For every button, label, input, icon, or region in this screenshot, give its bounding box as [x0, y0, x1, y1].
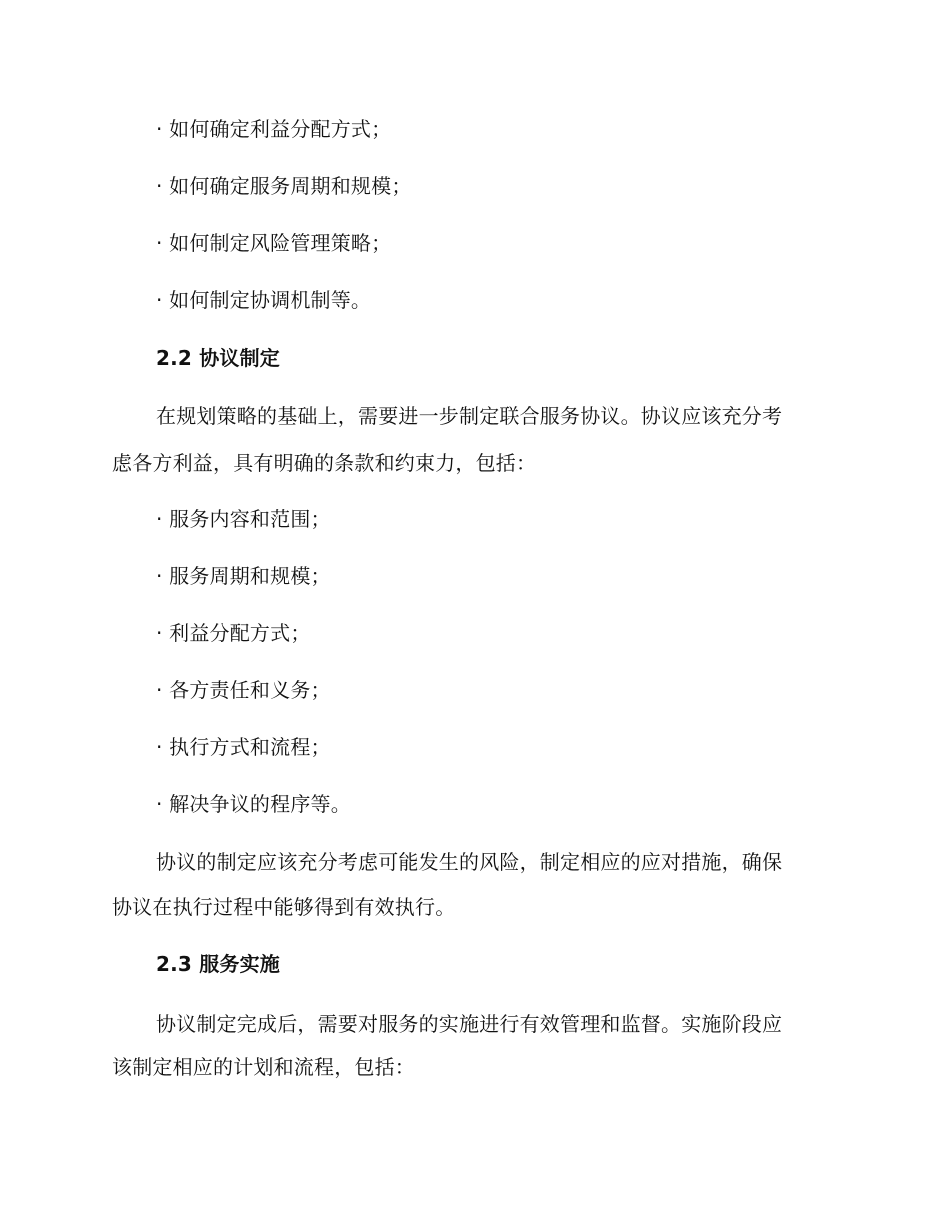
paragraph-line: 协议制定完成后，需要对服务的实施进行有效管理和监督。实施阶段应: [156, 1012, 783, 1036]
list-item: · 利益分配方式；: [156, 621, 311, 645]
list-item: · 服务内容和范围；: [156, 507, 331, 531]
paragraph-line: 虑各方利益，具有明确的条款和约束力，包括：: [112, 451, 537, 475]
list-item: · 如何确定服务周期和规模；: [156, 174, 412, 198]
list-item: · 执行方式和流程；: [156, 735, 331, 759]
list-item: · 如何制定协调机制等。: [156, 288, 372, 312]
paragraph-line: 该制定相应的计划和流程，包括：: [112, 1055, 415, 1079]
section-heading-2-3: 2.3 服务实施: [156, 952, 280, 976]
list-item: · 解决争议的程序等。: [156, 792, 351, 816]
paragraph-line: 协议的制定应该充分考虑可能发生的风险，制定相应的应对措施，确保: [156, 850, 783, 874]
list-item: · 如何确定利益分配方式；: [156, 117, 392, 141]
section-heading-2-2: 2.2 协议制定: [156, 346, 280, 370]
paragraph-line: 协议在执行过程中能够得到有效执行。: [112, 895, 456, 919]
list-item: · 服务周期和规模；: [156, 564, 331, 588]
list-item: · 各方责任和义务；: [156, 678, 331, 702]
list-item: · 如何制定风险管理策略；: [156, 231, 392, 255]
paragraph-line: 在规划策略的基础上，需要进一步制定联合服务协议。协议应该充分考: [156, 404, 783, 428]
